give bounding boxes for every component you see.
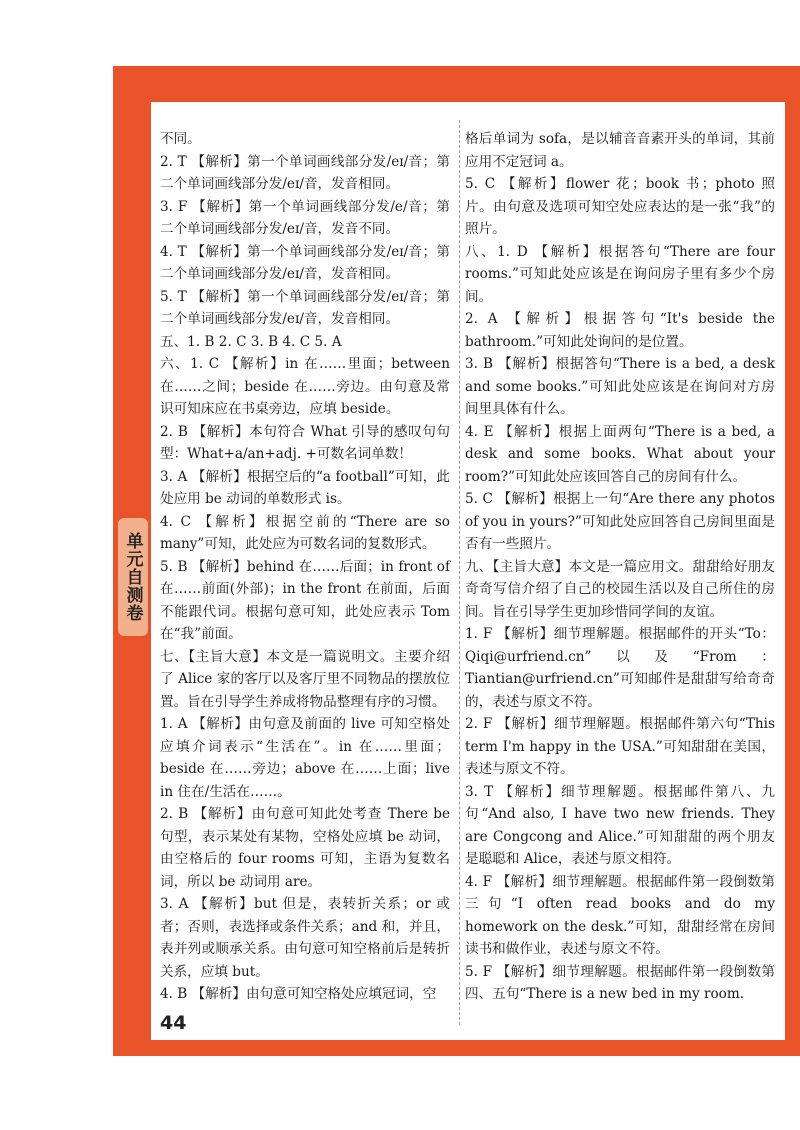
answer-item: 3. A 【解析】根据空后的“a football”可知，此处应用 be 动词的单数形式 is。 [160,468,450,507]
answer-item: 八、1. D 【解析】根据答句“There are four rooms.”可知此处应该是在询问房子里有多少个房间。 [465,243,775,305]
answer-item: 2. F 【解析】细节理解题。根据邮件第六句“This term I'm happy in the USA.”可知甜甜在美国，表述与原文不符。 [465,716,775,777]
bottom-border [113,1040,800,1056]
answer-item: 1. F 【解析】细节理解题。根据邮件的开头“To：Qiqi@urfriend.cn”以及“From：Tiantian@urfriend.cn”可知邮件是甜甜写给奇奇的，表述与原文不符。 [465,626,775,710]
answer-item: 5. C 【解析】flower 花；book 书；photo 照片。由句意及选项可知空处应表达的是一张“我”的照片。 [465,176,775,237]
section-tab-label: 单元自测卷 [122,532,143,622]
answer-item: 3. B 【解析】根据答句“There is a bed, a desk and some books.”可知此处应该是在询问对方房间里具体有什么。 [465,356,775,417]
answer-item: 5. C 【解析】根据上一句“Are there any photos of you in yours?”可知此处应回答自己房间里面是否有一些照片。 [465,491,775,552]
section-tab [118,518,148,636]
answer-item: 5. T 【解析】第一个单词画线部分发/eɪ/音；第二个单词画线部分发/eɪ/音，发音相同。 [160,288,450,327]
answer-item: 4. B 【解析】由句意可知空格处应填冠词，空 [160,986,437,1002]
answer-item: 4. F 【解析】细节理解题。根据邮件第一段倒数第三句“I often read books and do my homework on the desk.”可知，甜甜经常在房间读书和做作业，表述与原文不符。 [465,873,775,957]
answer-item: 3. T 【解析】细节理解题。根据邮件第八、九句“And also, I have two new friends. They are Congcong and Alice.”可知甜甜的两个朋友是聪聪和 Alice，表述与原文相符。 [465,783,775,867]
answer-item: 不同。 [160,131,201,147]
answer-item: 格后单词为 sofa，是以辅音音素开头的单词，其前应用不定冠词 a。 [465,131,775,170]
left-column [160,128,450,1006]
answer-item: 2. A 【解析】根据答句“It's beside the bathroom.”可知此处询问的是位置。 [465,311,775,350]
answer-item: 五、1. B 2. C 3. B 4. C 5. A [160,333,342,350]
answer-item: 5. B 【解析】behind 在……后面；in front of 在……前面(外部)；in the front 在前面，后面不能跟代词。根据句意可知，此处应表示 Tom 在“我”前面。 [160,558,450,642]
answer-item: 九、【主旨大意】本文是一篇应用文。甜甜给好朋友奇奇写信介绍了自己的校园生活以及自己所住的房间。旨在引导学生更加珍惜同学间的友谊。 [465,558,775,620]
answer-item: 1. A 【解析】由句意及前面的 live 可知空格处应填介词表示“生活在”。in 在……里面；beside 在……旁边；above 在……上面；live in 住在/生活在……。 [160,716,450,800]
answer-item: 4. T 【解析】第一个单词画线部分发/eɪ/音；第二个单词画线部分发/eɪ/音，发音相同。 [160,243,450,282]
right-border [785,66,800,1056]
top-border [113,66,800,102]
answer-item: 3. F 【解析】第一个单词画线部分发/e/音；第二个单词画线部分发/eɪ/音，发音不同。 [160,198,450,237]
answer-item: 5. F 【解析】细节理解题。根据邮件第一段倒数第四、五句“There is a new bed in my room. [465,963,775,1002]
answer-item: 七、【主旨大意】本文是一篇说明文。主要介绍了 Alice 家的客厅以及客厅里不同物品的摆放位置。旨在引导学生养成将物品整理有序的习惯。 [160,648,450,710]
answer-item: 2. B 【解析】本句符合 What 引导的感叹句句型：What+a/an+adj. +可数名词单数！ [160,423,450,462]
answer-item: 3. A 【解析】but 但是，表转折关系；or 或者；否则，表选择或条件关系；and 和，并且，表并列或顺承关系。由句意可知空格前后是转折关系，应填 but。 [160,896,450,980]
column-divider [459,120,460,1025]
answer-item: 4. E 【解析】根据上面两句“There is a bed, a desk and some books. What about your room?”可知此处应该回答自己的房间有什么。 [465,423,775,485]
answer-item: 2. B 【解析】由句意可知此处考查 There be 句型，表示某处有某物，空格处应填 be 动词，由空格后的 four rooms 可知，主语为复数名词，所以 be 动词用 are。 [160,806,450,890]
answer-item: 六、1. C 【解析】in 在……里面；between 在……之间；beside 在……旁边。由句意及常识可知床应在书桌旁边，应填 beside。 [160,356,450,417]
page-number: 44 [160,1012,187,1034]
right-column [465,128,775,1006]
answer-item: 4. C 【解析】根据空前的“There are so many”可知，此处应为可数名词的复数形式。 [160,513,450,552]
answer-item: 2. T 【解析】第一个单词画线部分发/eɪ/音；第二个单词画线部分发/eɪ/音，发音相同。 [160,153,450,192]
